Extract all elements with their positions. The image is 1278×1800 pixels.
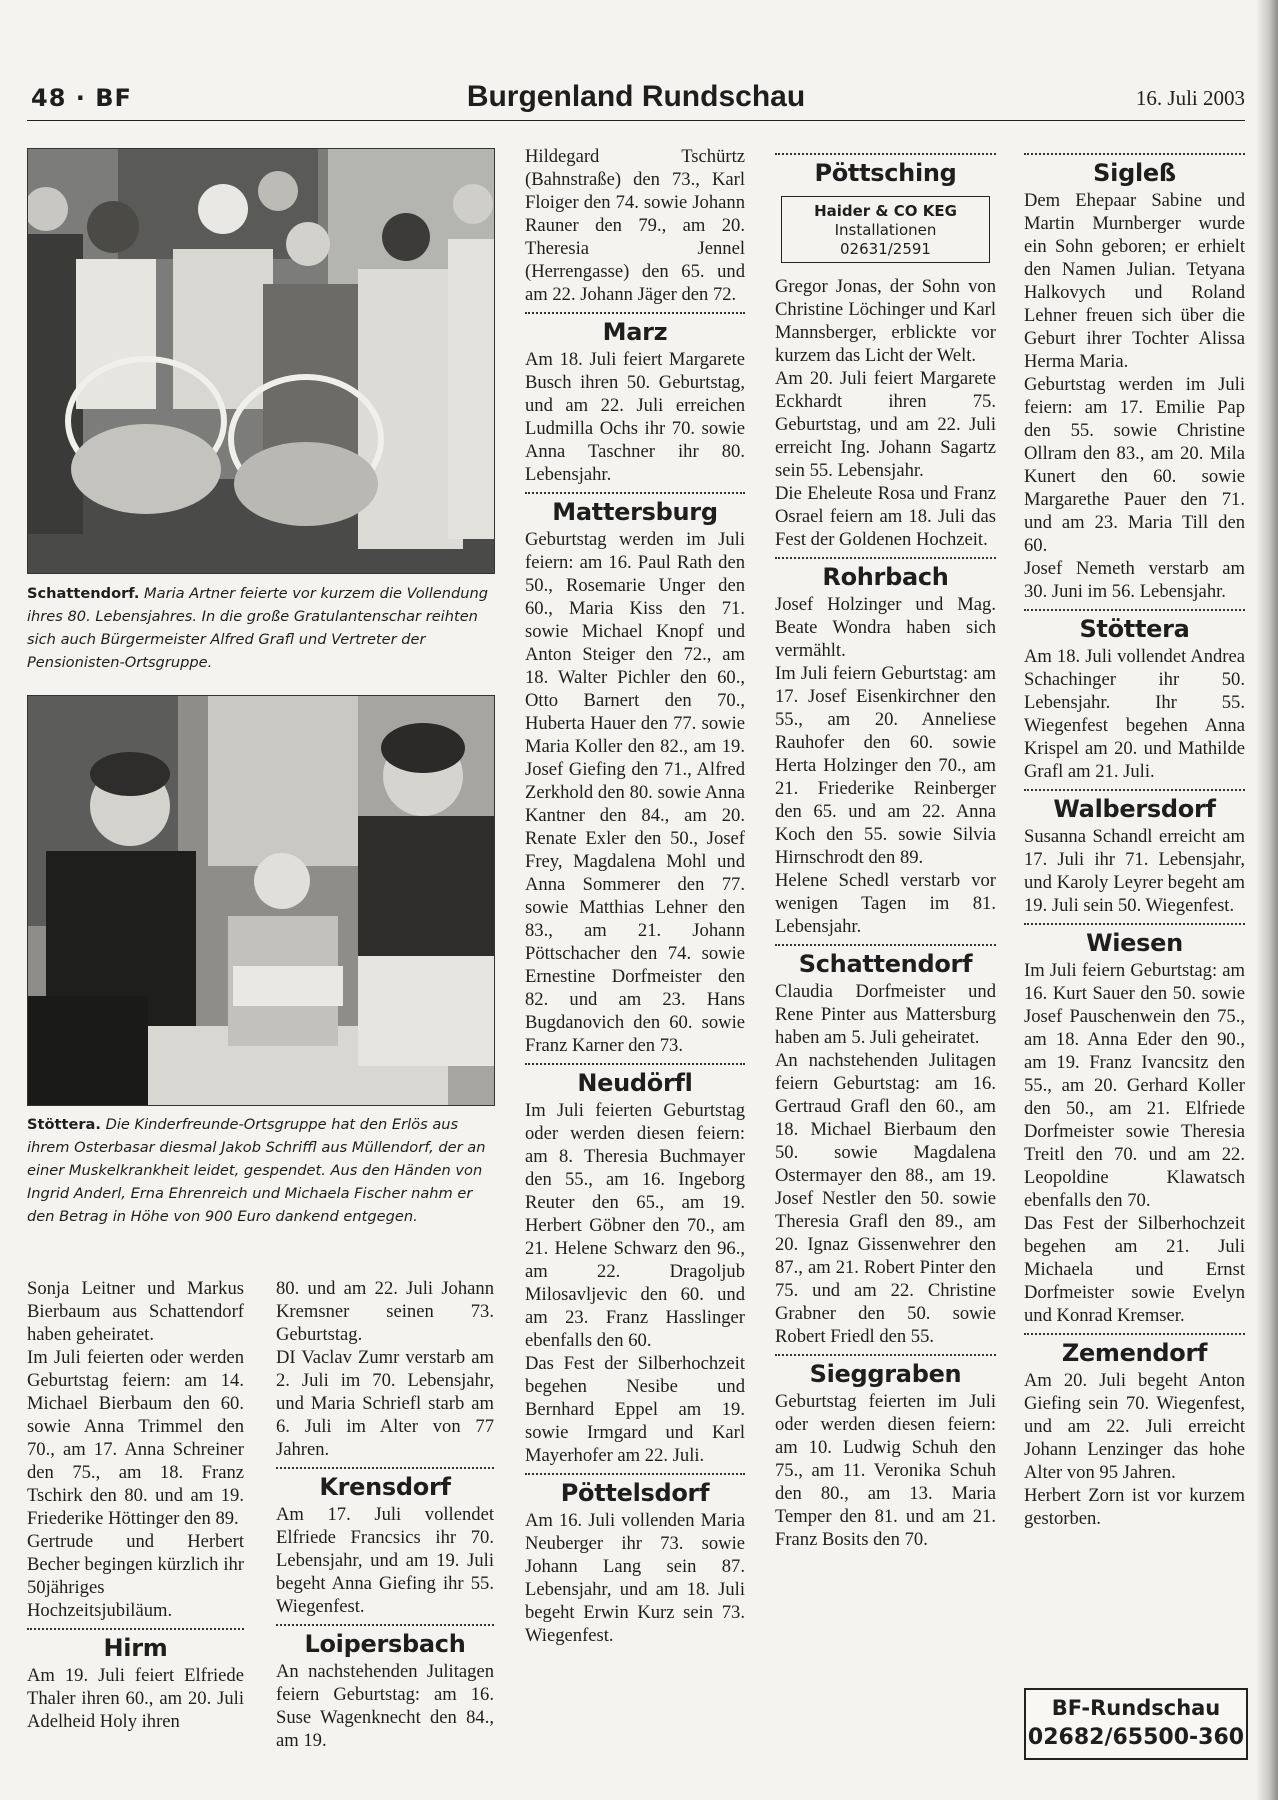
article-paragraph: Am 18. Juli feiert Margarete Busch ihren 50. Geburtstag, und am 22. Juli erreichen Ludmilla Ochs ihr 70. sowie Anna Taschner ihr 80. Lebensjahr. [525,349,745,485]
article-paragraph: Im Juli feierten Geburtstag oder werden diesen feiern: am 8. Theresia Buchmayer den 55., am 16. Ingeborg Reuter den 65., am 19. Herbert Göbner den 70., am 21. Helene Schwarz den 96., am 22. Dragoljub Milosavljevic den 60. und am 23. Franz Hasslinger ebenfalls den 60. [525,1100,745,1351]
article-paragraph: Helene Schedl verstarb vor wenigen Tagen im 81. Lebensjahr. [775,870,996,937]
article-paragraph: Im Juli feiern Geburtstag: am 17. Josef Eisenkirchner den 55., am 20. Anneliese Rauhofer den 60. sowie Herta Holzinger den 70., am 21. Friederike Reinberger den 65. und am 22. Anna Koch den 55. sowie Silvia Hirnschrodt den 89. [775,663,996,868]
article-paragraph: Geburtstag werden im Juli feiern: am 17. Emilie Pap den 55. sowie Christine Ollram den 83., am 20. Mila Kunert den 60. sowie Margarethe Pauer den 71. und am 23. Maria Till den 60. [1024,374,1245,556]
section-heading-schattendorf: Schattendorf [798,950,973,978]
dotted-separator [775,557,996,559]
caption-place: Stöttera. [27,1116,101,1133]
dotted-separator [775,1354,996,1356]
dotted-separator [1024,923,1245,925]
dotted-separator [525,492,745,494]
ad-company-name: Haider & CO KEG [814,202,957,220]
dotted-separator [525,1473,745,1475]
ad-service: Installationen [834,221,937,239]
section-heading-sigless: Sigleß [1093,159,1176,187]
section-heading-krensdorf: Krensdorf [319,1473,451,1501]
dotted-separator [1024,1333,1245,1335]
column-4 [775,145,996,1551]
article-paragraph: An nachstehenden Julitagen feiern Geburtstag: am 16. Gertraud Grafl den 60., am 18. Michael Bierbaum den 50. sowie Magdalena Ostermayer den 88., am 19. Josef Nestler den 50. sowie Theresia Grafl den 89., am 20. Ignaz Gissenwehrer den 87., am 21. Robert Pinter den 75. und am 22. Christine Grabner den 50. sowie Robert Friedl den 55. [775,1050,996,1347]
page-header [27,80,1245,121]
section-heading-wiesen: Wiesen [1086,929,1183,957]
article-paragraph: Susanna Schandl erreicht am 17. Juli ihr 71. Lebensjahr, und Karoly Leyrer begeht am 19. Juli sein 50. Wiegenfest. [1024,826,1245,916]
dotted-separator [775,944,996,946]
contact-title: BF-Rundschau [1051,1696,1221,1720]
bf-rundschau-contact-box [1024,1688,1248,1760]
section-heading-loipersbach: Loipersbach [304,1630,466,1658]
article-paragraph: Am 17. Juli vollendet Elfriede Francsics ihr 70. Lebensjahr, und am 19. Juli begeht Anna Giefing ihr 55. Wiegenfest. [276,1504,494,1617]
article-paragraph: Dem Ehepaar Sabine und Martin Murnberger wurde ein Sohn geboren; er erhielt den Namen Julian. Tetyana Halkovych und Roland Lehner freuen sich über die Geburt ihrer Tochter Alissa Herma Maria. [1024,190,1245,372]
dotted-separator [775,153,996,155]
dotted-separator [1024,153,1245,155]
column-3 [525,145,745,1647]
section-heading-mattersburg: Mattersburg [552,498,718,526]
column-1 [27,1277,244,1733]
column-2 [276,1277,494,1752]
photo-schattendorf-caption [27,582,495,674]
caption-text: Maria Artner feierte vor kurzem die Vollendung ihres 80. Lebensjahres. In die große Gratulantenschar reihten sich auch Bürgermeister Alfred Grafl und Vertreter der Pensionisten-Ortsgruppe. [27,585,489,671]
dotted-separator [276,1624,494,1626]
page-number: 48 · BF [31,84,132,112]
dotted-separator [525,312,745,314]
section-heading-rohrbach: Rohrbach [822,563,949,591]
section-heading-poettsching: Pöttsching [814,159,957,187]
article-paragraph: An nachstehenden Julitagen feiern Geburtstag: am 16. Suse Wagenknecht den 84., am 19. [276,1661,494,1751]
article-paragraph: Die Eheleute Rosa und Franz Osrael feiern am 18. Juli das Fest der Goldenen Hochzeit. [775,483,996,550]
section-heading-walbersdorf: Walbersdorf [1053,795,1216,823]
photo-stoettera [27,695,495,1106]
article-paragraph: Im Juli feierten oder werden Geburtstag feiern: am 14. Michael Bierbaum den 60. sowie Anna Trimmel den 70., am 17. Anna Schreiner den 75., am 18. Franz Tschirk den 80. und am 19. Friederike Höttinger den 89. [27,1347,244,1529]
article-paragraph: Sonja Leitner und Markus Bierbaum aus Schattendorf haben geheiratet. [27,1278,244,1345]
article-paragraph: Josef Holzinger und Mag. Beate Wondra haben sich vermählt. [775,594,996,661]
section-heading-hirm: Hirm [103,1634,168,1662]
dotted-separator [276,1467,494,1469]
photo-stoettera-image [28,696,494,1105]
section-heading-stoettera: Stöttera [1079,615,1190,643]
article-paragraph: Gregor Jonas, der Sohn von Christine Löchinger und Karl Mannsberger, erblickte vor kurzem das Licht der Welt. [775,276,996,366]
photo-schattendorf [27,148,495,574]
photo-schattendorf-image [28,149,494,573]
section-heading-poettelsdorf: Pöttelsdorf [560,1479,710,1507]
article-paragraph: Hildegard Tschürtz (Bahnstraße) den 73., Karl Floiger den 74. sowie Johann Rauner den 79., am 20. Theresia Jennel (Herrengasse) den 65. und am 22. Johann Jäger den 72. [525,146,745,305]
article-paragraph: Am 20. Juli feiert Margarete Eckhardt ihren 75. Geburtstag, und am 22. Juli erreicht Ing. Johann Sagartz sein 55. Lebensjahr. [775,368,996,481]
issue-date: 16. Juli 2003 [1135,86,1245,110]
article-paragraph: Herbert Zorn ist vor kurzem gestorben. [1024,1485,1245,1529]
scan-page-edge [1256,0,1278,1800]
section-heading-neudoerfl: Neudörfl [577,1069,693,1097]
dotted-separator [27,1628,244,1630]
article-paragraph: Das Fest der Silberhochzeit begehen Nesibe und Bernhard Eppel am 19. sowie Irmgard und Karl Mayerhofer am 22. Juli. [525,1353,745,1466]
article-paragraph: Am 16. Juli vollenden Maria Neuberger ihr 73. sowie Johann Lang sein 87. Lebensjahr, und am 18. Juli begeht Erwin Kurz sein 73. Wiegenfest. [525,1510,745,1646]
newspaper-title: Burgenland Rundschau [466,80,806,113]
article-paragraph: Am 20. Juli begeht Anton Giefing sein 70. Wiegenfest, und am 22. Juli erreicht Johann Lenzinger das hohe Alter von 95 Jahren. [1024,1370,1245,1483]
section-heading-sieggraben: Sieggraben [809,1360,962,1388]
article-paragraph: DI Vaclav Zumr verstarb am 2. Juli im 70. Lebensjahr, und Maria Schriefl starb am 6. Juli im Alter von 77 Jahren. [276,1347,494,1460]
article-paragraph: Am 19. Juli feiert Elfriede Thaler ihren 60., am 20. Juli Adelheid Holy ihren [27,1665,244,1732]
advertisement-haider [781,196,990,263]
ad-phone: 02631/2591 [840,240,931,258]
article-paragraph: Geburtstag feierten im Juli oder werden diesen feiern: am 10. Ludwig Schuh den 75., am 11. Veronika Schuh den 80., am 13. Maria Temper den 81. und am 21. Franz Bosits den 70. [775,1391,996,1550]
section-heading-zemendorf: Zemendorf [1061,1339,1208,1367]
article-paragraph: Gertrude und Herbert Becher begingen kürzlich ihr 50jähriges Hochzeitsjubiläum. [27,1531,244,1621]
column-5 [1024,145,1245,1530]
article-paragraph: Josef Nemeth verstarb am 30. Juni im 56. Lebensjahr. [1024,558,1245,602]
dotted-separator [525,1063,745,1065]
dotted-separator [1024,789,1245,791]
article-paragraph: Das Fest der Silberhochzeit begehen am 21. Juli Michaela und Ernst Dorfmeister sowie Evelyn und Konrad Kremser. [1024,1213,1245,1326]
caption-place: Schattendorf. [27,585,140,602]
article-paragraph: Am 18. Juli vollendet Andrea Schachinger ihr 50. Lebensjahr. Ihr 55. Wiegenfest begehen Anna Krispel am 20. und Mathilde Grafl am 21. Juli. [1024,646,1245,782]
contact-phone: 02682/65500-360 [1027,1725,1245,1750]
section-heading-marz: Marz [602,318,668,346]
caption-text: Die Kinderfreunde-Ortsgruppe hat den Erlös aus ihrem Osterbasar diesmal Jakob Schriffl aus Müllendorf, der an einer Muskelkrankheit leidet, gespendet. Aus den Händen von Ingrid Anderl, Erna Ehrenreich und Michaela Fischer nahm er den Betrag in Höhe von 900 Euro dankend entgegen. [27,1116,486,1225]
dotted-separator [1024,609,1245,611]
article-paragraph: 80. und am 22. Juli Johann Kremsner seinen 73. Geburtstag. [276,1278,494,1345]
article-paragraph: Claudia Dorfmeister und Rene Pinter aus Mattersburg haben am 5. Juli geheiratet. [775,981,996,1048]
article-paragraph: Geburtstag werden im Juli feiern: am 16. Paul Rath den 50., Rosemarie Unger den 60., Maria Kiss den 71. sowie Michael Knopf und Anton Steiger den 72., am 18. Walter Pichler den 60., Otto Barnert den 70., Huberta Hauer den 77. sowie Maria Koller den 82., am 19. Josef Giefing den 71., Alfred Zerkhold den 80. sowie Anna Kantner den 84., am 20. Renate Exler den 50., Josef Frey, Magdalena Mohl und Anna Sommerer den 77. sowie Matthias Lehner den 83., am 21. Johann Pöttschacher den 74. sowie Ernestine Dorfmeister den 82. und am 23. Hans Bugdanovich den 60. sowie Franz Karner den 73. [525,529,745,1056]
article-paragraph: Im Juli feiern Geburtstag: am 16. Kurt Sauer den 50. sowie Josef Pauschenwein den 75., am 18. Anna Eder den 90., am 19. Franz Ivancsitz den 55., am 20. Gerhard Koller den 50., am 21. Elfriede Dorfmeister sowie Theresia Treitl den 70. und am 22. Leopoldine Klawatsch ebenfalls den 70. [1024,960,1245,1211]
photo-stoettera-caption [27,1113,495,1228]
